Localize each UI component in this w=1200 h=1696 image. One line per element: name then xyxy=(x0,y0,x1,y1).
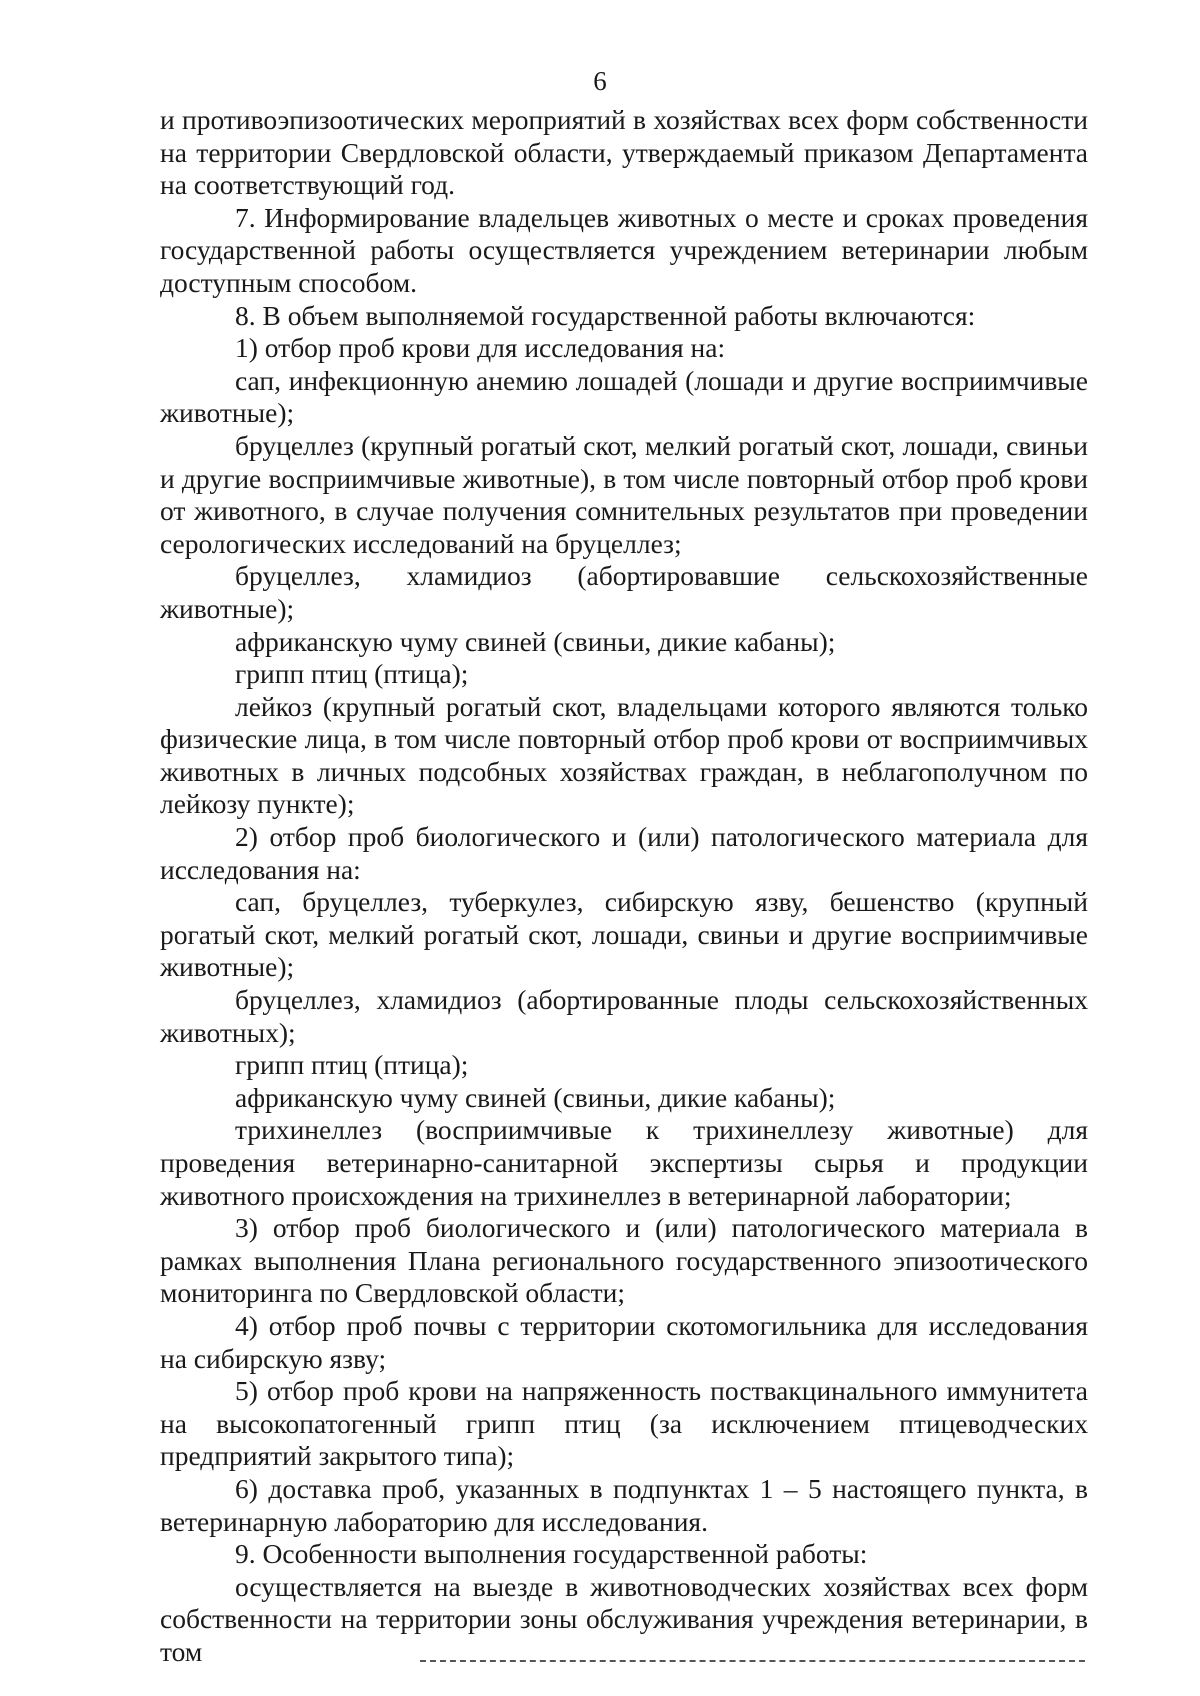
subitem-line: трихинеллез (восприимчивые к трихинеллезу животные) для проведения ветеринарно-санитарной экспертизы сырья и продукции животного происхождения на трихинеллез в ветеринарной лаборатории; xyxy=(160,1114,1088,1211)
paragraph-item-8: 8. В объем выполняемой государственной работы включаются: xyxy=(235,299,976,331)
subitem-4: 4) отбор проб почвы с территории скотомогильника для исследования на сибирскую язву; xyxy=(160,1309,1088,1374)
paragraph-item-7: 7. Информирование владельцев животных о месте и сроках проведения государственной работы осуществляется учреждением ветеринарии любым доступным способом. xyxy=(160,201,1088,298)
paragraph-last: осуществляется на выезде в животноводческих хозяйствах всех форм собственности на территории зоны обслуживания учреждения ветеринарии, в том xyxy=(160,1570,1088,1667)
document-body xyxy=(160,104,1088,1669)
subitem-line: лейкоз (крупный рогатый скот, владельцами которого являются только физические лица, в том числе повторный отбор проб крови от восприимчивых животных в личных подсобных хозяйствах граждан, в неблагополучном по лейкозу пункте); xyxy=(160,690,1088,820)
subitem-3: 3) отбор проб биологического и (или) патологического материала в рамках выполнения Плана регионального государственного эпизоотического мониторинга по Свердловской области; xyxy=(160,1212,1088,1309)
subitem-line: африканскую чуму свиней (свиньи, дикие кабаны); xyxy=(235,1081,836,1113)
subitem-line: грипп птиц (птица); xyxy=(235,1049,469,1081)
subitem-line: бруцеллез, хламидиоз (абортированные плоды сельскохозяйственных животных); xyxy=(160,984,1088,1048)
subitem-line: африканскую чуму свиней (свиньи, дикие кабаны); xyxy=(235,625,836,657)
subitem-line: бруцеллез, хламидиоз (абортировавшие сельскохозяйственные животные); xyxy=(160,560,1088,624)
subitem-6: 6) доставка проб, указанных в подпунктах 1 – 5 настоящего пункта, в ветеринарную лабораторию для исследования. xyxy=(160,1472,1088,1537)
subitem-2: 2) отбор проб биологического и (или) патологического материала для исследования на: xyxy=(160,821,1088,885)
page-number: 6 xyxy=(593,66,607,96)
paragraph-item-9: 9. Особенности выполнения государственной работы: xyxy=(235,1538,868,1570)
subitem-line: сап, бруцеллез, туберкулез, сибирскую язву, бешенство (крупный рогатый скот, мелкий рогатый скот, лошади, свиньи и другие восприимчивые животные); xyxy=(160,886,1088,983)
subitem-line: бруцеллез (крупный рогатый скот, мелкий рогатый скот, лошади, свиньи и другие восприимчивые животные), в том числе повторный отбор проб крови от животного, в случае получения сомнительных результатов при проведении серологических исследований на бруцеллез; xyxy=(160,429,1088,559)
subitem-1: 1) отбор проб крови для исследования на: xyxy=(235,332,726,364)
paragraph-continuation: и противоэпизоотических мероприятий в хозяйствах всех форм собственности на территории Свердловской области, утверждаемый приказом Департамента на соответствующий год. xyxy=(160,104,1088,201)
subitem-5: 5) отбор проб крови на напряженность поствакцинального иммунитета на высокопатогенный грипп птиц (за исключением птицеводческих предприятий закрытого типа); xyxy=(160,1375,1088,1472)
footer-divider xyxy=(420,1660,1085,1662)
subitem-line: грипп птиц (птица); xyxy=(235,658,469,690)
subitem-line: сап, инфекционную анемию лошадей (лошади и другие восприимчивые животные); xyxy=(160,364,1088,429)
